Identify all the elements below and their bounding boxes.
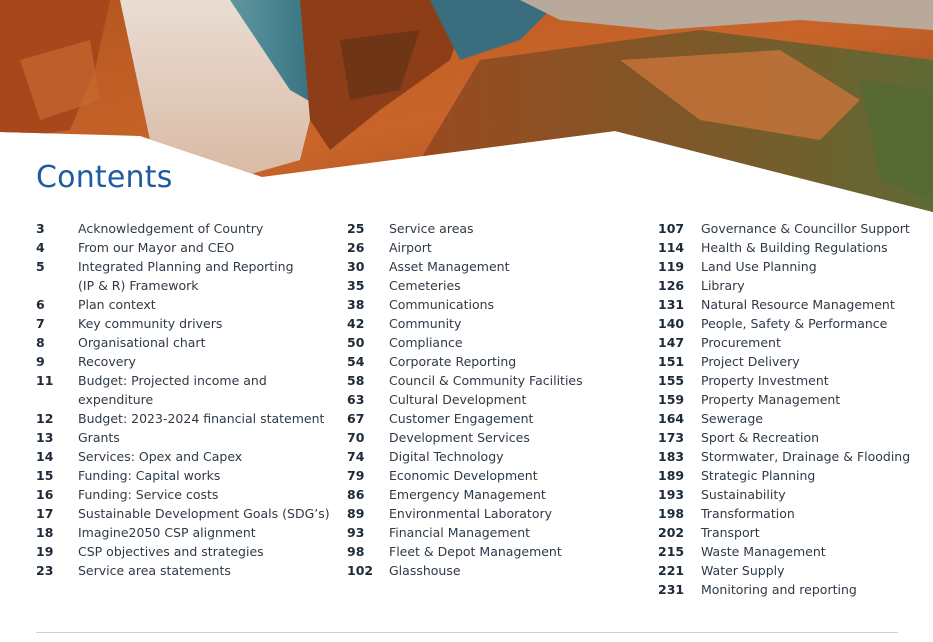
toc-page-number: 151 (658, 354, 685, 369)
toc-entry-label: Emergency Management (389, 487, 546, 502)
toc-entry[interactable] (658, 561, 928, 580)
toc-entry[interactable] (658, 352, 928, 371)
toc-entry[interactable] (658, 485, 928, 504)
toc-entry-label: Natural Resource Management (701, 297, 895, 312)
toc-page-number: 54 (347, 354, 365, 369)
toc-entry[interactable] (658, 409, 928, 428)
toc-page-number: 131 (658, 297, 685, 312)
toc-page-number: 50 (347, 335, 365, 350)
toc-page-number: 74 (347, 449, 365, 464)
toc-entry[interactable] (347, 219, 647, 238)
toc-entry[interactable] (36, 485, 336, 504)
toc-entry[interactable] (36, 333, 336, 352)
toc-entry[interactable] (36, 447, 336, 466)
toc-entry[interactable] (658, 390, 928, 409)
toc-page-number: 23 (36, 563, 54, 578)
toc-entry-label: Sport & Recreation (701, 430, 820, 445)
toc-page-number: 159 (658, 392, 685, 407)
toc-entry-label: Property Management (701, 392, 841, 407)
toc-entry[interactable] (347, 428, 647, 447)
toc-page-number: 140 (658, 316, 685, 331)
toc-entry-label: Water Supply (701, 563, 785, 578)
toc-entry[interactable] (347, 390, 647, 409)
toc-page-number: 155 (658, 373, 685, 388)
toc-entry[interactable] (36, 238, 336, 257)
toc-entry-label: Service areas (389, 221, 474, 236)
toc-entry[interactable] (36, 371, 336, 409)
toc-entry[interactable] (658, 276, 928, 295)
toc-page-number: 102 (347, 563, 374, 578)
toc-page-number: 58 (347, 373, 365, 388)
toc-entry-label: Services: Opex and Capex (78, 449, 243, 464)
toc-entry[interactable] (36, 295, 336, 314)
toc-entry-label: Cultural Development (389, 392, 527, 407)
toc-page-number: 15 (36, 468, 54, 483)
toc-entry[interactable] (36, 542, 336, 561)
toc-page-number: 183 (658, 449, 685, 464)
toc-page-number: 12 (36, 411, 54, 426)
toc-page-number: 19 (36, 544, 54, 559)
toc-entry[interactable] (36, 257, 336, 295)
toc-page-number: 193 (658, 487, 685, 502)
toc-entry-label: Cemeteries (389, 278, 461, 293)
toc-page-number: 86 (347, 487, 365, 502)
toc-page-number: 42 (347, 316, 365, 331)
toc-column-2 (347, 219, 647, 580)
toc-entry-label: Airport (389, 240, 432, 255)
toc-entry-label: Fleet & Depot Management (389, 544, 562, 559)
toc-entry-label: Glasshouse (389, 563, 461, 578)
toc-entry-label: Budget: Projected income and expenditure (78, 373, 267, 407)
toc-entry[interactable] (347, 295, 647, 314)
toc-page-number: 164 (658, 411, 685, 426)
toc-entry-label: Key community drivers (78, 316, 223, 331)
toc-entry[interactable] (347, 257, 647, 276)
toc-entry[interactable] (347, 276, 647, 295)
toc-page-number: 5 (36, 259, 45, 274)
toc-entry[interactable] (347, 314, 647, 333)
toc-entry-label: Plan context (78, 297, 156, 312)
toc-entry-label: CSP objectives and strategies (78, 544, 264, 559)
toc-entry[interactable] (658, 333, 928, 352)
page-title: Contents (36, 160, 173, 195)
toc-entry-label: Monitoring and reporting (701, 582, 857, 597)
toc-entry[interactable] (36, 352, 336, 371)
toc-entry[interactable] (658, 295, 928, 314)
toc-page-number: 221 (658, 563, 685, 578)
toc-page-number: 26 (347, 240, 365, 255)
toc-entry-label: Sewerage (701, 411, 763, 426)
toc-page-number: 93 (347, 525, 365, 540)
toc-entry[interactable] (658, 257, 928, 276)
toc-entry-label: Transformation (701, 506, 795, 521)
toc-entry-label: Integrated Planning and Reporting (IP & R) Framework (78, 259, 294, 293)
toc-entry[interactable] (347, 352, 647, 371)
toc-entry[interactable] (347, 523, 647, 542)
toc-entry-label: Waste Management (701, 544, 826, 559)
toc-page-number: 16 (36, 487, 54, 502)
toc-entry[interactable] (658, 314, 928, 333)
toc-entry-label: Library (701, 278, 745, 293)
toc-entry[interactable] (658, 371, 928, 390)
toc-page-number: 107 (658, 221, 685, 236)
toc-entry-label: Sustainable Development Goals (SDG’s) (78, 506, 330, 521)
toc-entry[interactable] (36, 409, 336, 428)
toc-entry-label: Project Delivery (701, 354, 800, 369)
toc-entry[interactable] (658, 238, 928, 257)
toc-entry-label: Corporate Reporting (389, 354, 517, 369)
toc-entry[interactable] (658, 466, 928, 485)
toc-entry-label: From our Mayor and CEO (78, 240, 235, 255)
toc-entry-label: Governance & Councillor Support (701, 221, 910, 236)
toc-entry-label: Environmental Laboratory (389, 506, 553, 521)
toc-entry-label: Financial Management (389, 525, 531, 540)
toc-page-number: 198 (658, 506, 685, 521)
toc-page-number: 8 (36, 335, 45, 350)
toc-entry-label: Economic Development (389, 468, 538, 483)
toc-entry-label: Recovery (78, 354, 136, 369)
toc-page-number: 231 (658, 582, 685, 597)
toc-page-number: 38 (347, 297, 365, 312)
toc-entry[interactable] (36, 219, 336, 238)
toc-entry[interactable] (347, 409, 647, 428)
toc-entry-label: Imagine2050 CSP alignment (78, 525, 256, 540)
toc-entry-label: Sustainability (701, 487, 786, 502)
toc-page-number: 202 (658, 525, 685, 540)
toc-entry-label: Digital Technology (389, 449, 504, 464)
toc-page-number: 3 (36, 221, 45, 236)
footer-divider (36, 632, 898, 633)
toc-entry-label: Council & Community Facilities (389, 373, 583, 388)
toc-page-number: 114 (658, 240, 685, 255)
toc-entry-label: Asset Management (389, 259, 510, 274)
toc-entry[interactable] (658, 542, 928, 561)
toc-entry-label: Strategic Planning (701, 468, 816, 483)
toc-entry-label: People, Safety & Performance (701, 316, 888, 331)
toc-page-number: 25 (347, 221, 365, 236)
toc-entry[interactable] (347, 485, 647, 504)
toc-entry-label: Budget: 2023-2024 financial statement (78, 411, 325, 426)
toc-entry-label: Funding: Service costs (78, 487, 219, 502)
toc-entry[interactable] (347, 466, 647, 485)
toc-entry-label: Organisational chart (78, 335, 206, 350)
toc-entry-label: Land Use Planning (701, 259, 817, 274)
toc-entry[interactable] (36, 314, 336, 333)
toc-entry[interactable] (347, 504, 647, 523)
toc-entry[interactable] (658, 580, 928, 599)
toc-entry-label: Transport (701, 525, 760, 540)
toc-entry-label: Service area statements (78, 563, 231, 578)
toc-page-number: 70 (347, 430, 365, 445)
toc-entry[interactable] (36, 561, 336, 580)
toc-entry[interactable] (347, 371, 647, 390)
toc-page-number: 126 (658, 278, 685, 293)
toc-entry[interactable] (658, 504, 928, 523)
toc-page-number: 119 (658, 259, 685, 274)
toc-page-number: 35 (347, 278, 365, 293)
toc-entry[interactable] (36, 523, 336, 542)
toc-page-number: 13 (36, 430, 54, 445)
toc-page-number: 6 (36, 297, 45, 312)
toc-page-number: 79 (347, 468, 365, 483)
toc-entry-label: Grants (78, 430, 120, 445)
toc-page-number: 14 (36, 449, 54, 464)
toc-column-3 (658, 219, 928, 599)
toc-entry-label: Procurement (701, 335, 781, 350)
toc-page-number: 215 (658, 544, 685, 559)
toc-entry[interactable] (658, 523, 928, 542)
toc-page-number: 17 (36, 506, 54, 521)
toc-entry[interactable] (658, 219, 928, 238)
toc-page-number: 11 (36, 373, 54, 388)
toc-entry[interactable] (36, 466, 336, 485)
toc-page-number: 7 (36, 316, 45, 331)
toc-page-number: 89 (347, 506, 365, 521)
toc-entry[interactable] (347, 542, 647, 561)
toc-page-number: 189 (658, 468, 685, 483)
toc-entry-label: Compliance (389, 335, 463, 350)
toc-entry[interactable] (347, 333, 647, 352)
toc-entry-label: Funding: Capital works (78, 468, 221, 483)
toc-entry-label: Communications (389, 297, 495, 312)
toc-entry[interactable] (36, 504, 336, 523)
toc-page-number: 30 (347, 259, 365, 274)
toc-page-number: 98 (347, 544, 365, 559)
toc-entry-label: Development Services (389, 430, 530, 445)
toc-entry-label: Property Investment (701, 373, 829, 388)
toc-page-number: 9 (36, 354, 45, 369)
toc-column-1 (36, 219, 336, 580)
toc-entry[interactable] (658, 447, 928, 466)
toc-entry-label: Health & Building Regulations (701, 240, 888, 255)
toc-entry-label: Stormwater, Drainage & Flooding (701, 449, 911, 464)
toc-page-number: 4 (36, 240, 45, 255)
toc-entry[interactable] (347, 447, 647, 466)
toc-page-number: 67 (347, 411, 365, 426)
toc-entry[interactable] (658, 428, 928, 447)
toc-page-number: 63 (347, 392, 365, 407)
toc-entry-label: Customer Engagement (389, 411, 534, 426)
toc-entry[interactable] (347, 561, 647, 580)
toc-entry[interactable] (36, 428, 336, 447)
toc-entry-label: Community (389, 316, 462, 331)
toc-entry-label: Acknowledgement of Country (78, 221, 264, 236)
toc-page-number: 173 (658, 430, 685, 445)
toc-page-number: 18 (36, 525, 54, 540)
toc-page-number: 147 (658, 335, 685, 350)
toc-entry[interactable] (347, 238, 647, 257)
